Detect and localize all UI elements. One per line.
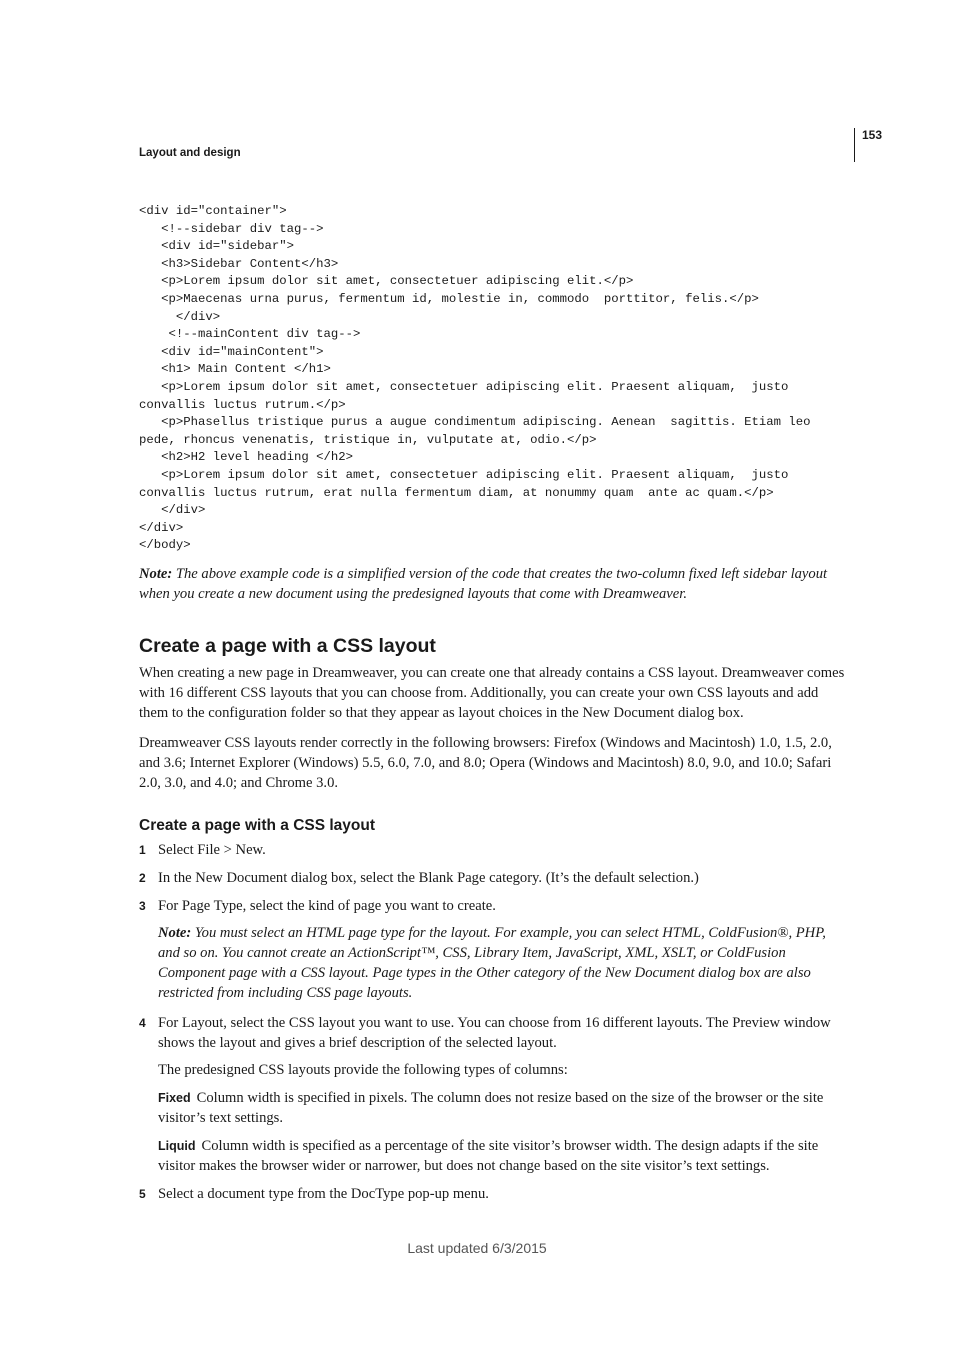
term-text: Column width is specified as a percentage of the site visitor’s browser width. The design adapts if the site visitor makes the browser wider or narrower, but does not change based on the site visitor’s text settings. [158,1138,819,1174]
step-number: 1 [139,843,146,857]
note-label: Note: [139,566,173,582]
step-item [139,1013,851,1176]
term-label: Fixed [158,1091,191,1105]
step-note [158,923,851,1003]
step-number: 5 [139,1187,146,1201]
step-item [139,1184,851,1204]
term-definition [158,1136,851,1176]
step-text: For Page Type, select the kind of page you want to create. [158,898,496,914]
step-item [139,840,851,860]
note-label: Note: [158,925,192,941]
body-paragraph: When creating a new page in Dreamweaver, you can create one that already contains a CSS layout. Dreamweaver comes with 16 different CSS layouts that you can choose from. Additionally, you can create your own CSS layouts and add them to the configuration folder so that they appear as layout choices in the New Document dialog box. [139,665,845,721]
term-label: Liquid [158,1139,196,1153]
step-text: Select a document type from the DocType pop-up menu. [158,1186,489,1202]
step-sub-paragraph: The predesigned CSS layouts provide the following types of columns: [158,1062,568,1078]
step-number: 3 [139,899,146,913]
main-content [139,564,851,1212]
step-number: 4 [139,1016,146,1030]
step-text: Select File > New. [158,842,266,858]
term-definition [158,1088,851,1128]
header-divider [854,128,855,162]
procedure-heading: Create a page with a CSS layout [139,817,376,834]
note-paragraph [139,564,851,604]
section-heading: Create a page with a CSS layout [139,635,436,657]
step-text: For Layout, select the CSS layout you want to use. You can choose from 16 different layouts. The Preview window shows the layout and gives a brief description of the selected layout. [158,1015,831,1051]
note-text: You must select an HTML page type for the layout. For example, you can select HTML, ColdFusion®, PHP, and so on. You cannot create an ActionScript™, CSS, Library Item, JavaScript, XML, XSLT, or ColdFusion Component page with a CSS layout. Page types in the Other category of the New Document dialog box are also restricted from including CSS page layouts. [158,925,826,1001]
note-text: The above example code is a simplified version of the code that creates the two-column fixed left sidebar layout when you create a new document using the predesigned layouts that come with Dreamweaver. [139,566,828,602]
step-text: In the New Document dialog box, select the Blank Page category. (It’s the default selection.) [158,870,699,886]
code-example: <div id="container"> <!--sidebar div tag--> <div id="sidebar"> <h3>Sidebar Content</h3> <p>Lorem ipsum dolor sit amet, consectetuer adipiscing elit.</p> <p>Maecenas urna purus, fermentum id, molestie in, commodo porttitor, felis.</p> </div> <!--mainContent div tag--> <div id="mainContent"> <h1> Main Content </h1> <p>Lorem ipsum dolor sit amet, consectetuer adipiscing elit. Praesent aliquam, justo convallis luctus rutrum.</p> <p>Phasellus tristique purus a augue condimentum adipiscing. Aenean sagittis. Etiam leo pede, rhoncus venenatis, tristique in, vulputate at, odio.</p> <h2>H2 level heading </h2> <p>Lorem ipsum dolor sit amet, consectetuer adipiscing elit. Praesent aliquam, justo convallis luctus rutrum, erat nulla fermentum diam, at nonummy quam ante ac quam.</p> </div> </div> </body> [139,204,811,553]
term-text: Column width is specified in pixels. The column does not resize based on the size of the browser or the site visitor’s text settings. [158,1090,824,1126]
step-item [139,868,851,888]
steps-list [139,840,851,1204]
step-number: 2 [139,871,146,885]
page-number: 153 [862,128,883,142]
body-paragraph: Dreamweaver CSS layouts render correctly in the following browsers: Firefox (Windows and Macintosh) 1.0, 1.5, 2.0, and 3.6; Internet Explorer (Windows) 5.5, 6.0, 7.0, and 8.0; Opera (Windows and Macintosh) 8.0, 9.0, and 10.0; Safari 2.0, 3.0, and 4.0; and Chrome 3.0. [139,735,832,791]
footer-last-updated: Last updated 6/3/2015 [407,1240,547,1256]
step-item [139,896,851,1003]
running-header: Layout and design [139,147,241,159]
